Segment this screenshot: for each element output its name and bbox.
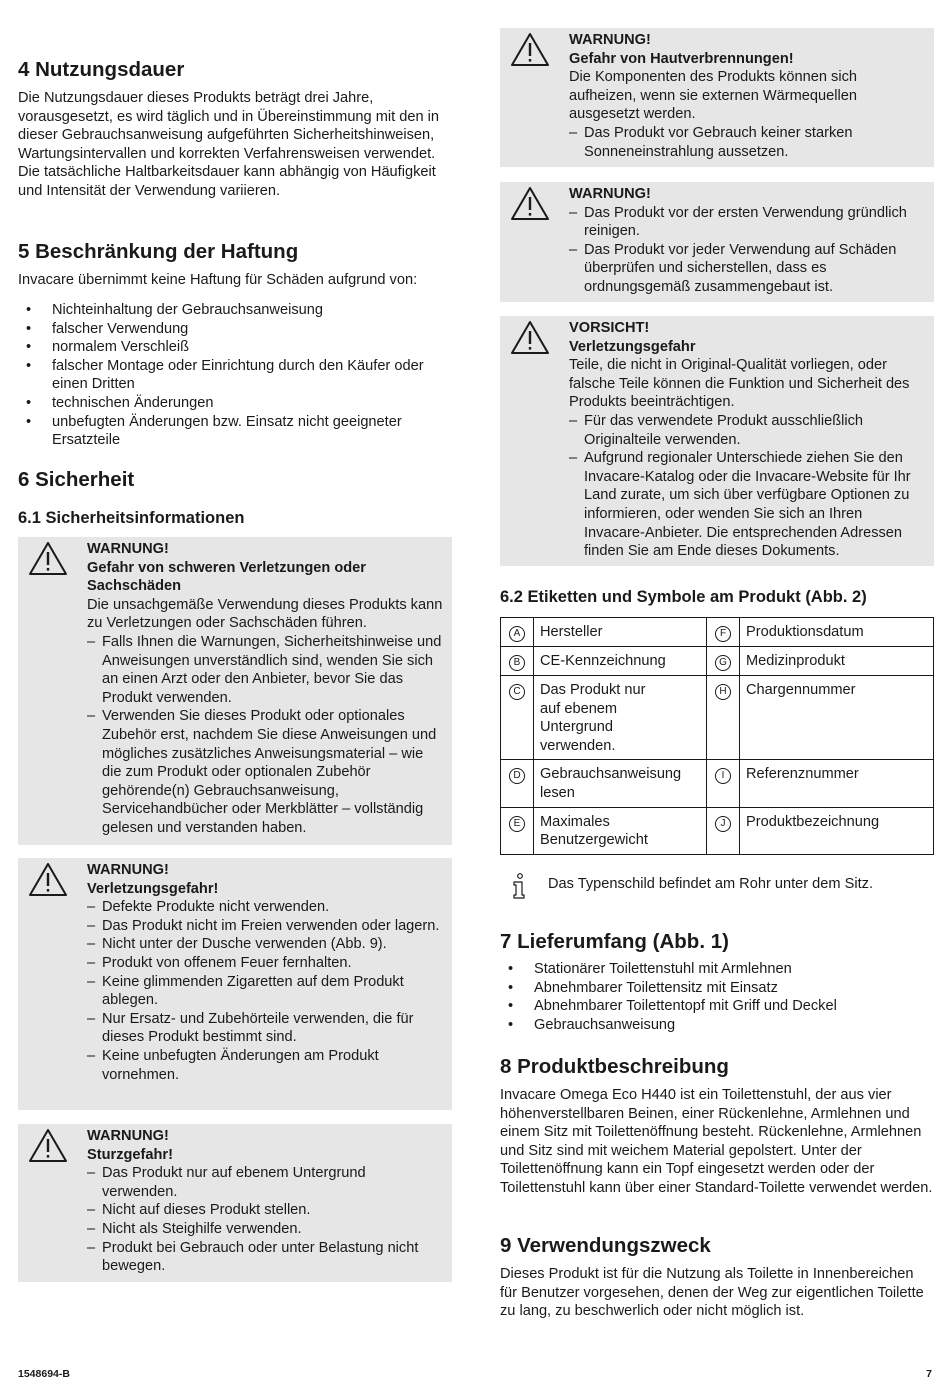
list-item: – Falls Ihnen die Warnungen, Sicherheitshinweise und Anweisungen unverständlich sind, wenden Sie sich an einen Arzt oder den Anbieter, bevor Sie das Produkt verwenden. [87, 633, 444, 707]
warning-text: Die unsachgemäße Verwendung dieses Produkts kann zu Verletzungen oder Sachschäden führen. [87, 596, 443, 632]
warning-triangle-icon [28, 1128, 68, 1164]
list-item: – Nur Ersatz- und Zubehörteile verwenden, die für dieses Produkt bestimmt sind. [87, 1010, 444, 1047]
liability-list [18, 301, 452, 450]
page-number: 7 [926, 1368, 932, 1380]
table-cell: Produktbezeichnung [740, 807, 934, 854]
caution-subtitle: Verletzungsgefahr [569, 338, 696, 355]
list-item: – Nicht unter der Dusche verwenden (Abb. 9). [87, 935, 444, 954]
info-text: Das Typenschild befindet am Rohr unter dem Sitz. [548, 876, 874, 892]
symbol-letter: J [715, 816, 731, 832]
table-cell: Gebrauchsanweisung lesen [534, 760, 707, 807]
table-cell: Chargennummer [740, 676, 934, 760]
warning-list [87, 1164, 444, 1276]
list-item: – Keine unbefugten Änderungen am Produkt vornehmen. [87, 1047, 444, 1084]
warning-label: WARNUNG! [569, 32, 651, 48]
table-cell: Produktionsdatum [740, 618, 934, 647]
warning-subtitle: Sturzgefahr! [87, 1146, 173, 1163]
warning-label: WARNUNG! [569, 186, 651, 202]
section-9-text: Dieses Produkt ist für die Nutzung als Toilette in Innenbereichen für Benutzer vorgesehen, denen der Weg zur eigentlichen Toilette zu lang, zu beschwerlich oder nicht möglich ist. [500, 1266, 924, 1320]
warning-box-cleaning [500, 182, 934, 302]
warning-list [569, 204, 926, 297]
warning-label: WARNUNG! [87, 862, 169, 878]
section-5-title: 5 Beschränkung der Haftung [18, 240, 299, 263]
table-row [501, 807, 934, 854]
list-item: • Gebrauchsanweisung [500, 1016, 934, 1035]
list-item: – Das Produkt vor der ersten Verwendung gründlich reinigen. [569, 204, 926, 241]
symbol-letter: D [509, 768, 525, 784]
list-item: • falscher Montage oder Einrichtung durch den Käufer oder einen Dritten [18, 357, 452, 394]
list-item: – Für das verwendete Produkt ausschließlich Originalteile verwenden. [569, 412, 926, 449]
symbol-letter: G [715, 655, 731, 671]
warning-list [569, 124, 926, 161]
section-7-title: 7 Lieferumfang (Abb. 1) [500, 930, 729, 953]
warning-list [87, 633, 444, 838]
symbols-table [500, 617, 934, 855]
list-item: – Nicht als Steighilfe verwenden. [87, 1220, 444, 1239]
caution-label: VORSICHT! [569, 320, 650, 336]
table-row [501, 647, 934, 676]
list-item: – Das Produkt vor jeder Verwendung auf Schäden überprüfen und sicherstellen, dass es ordnungsgemäß zusammengebaut ist. [569, 241, 926, 297]
symbol-letter: H [715, 684, 731, 700]
list-item: • falscher Verwendung [18, 320, 452, 339]
warning-triangle-icon [510, 186, 550, 222]
list-item: • Abnehmbarer Toilettentopf mit Griff und Deckel [500, 997, 934, 1016]
list-item: – Das Produkt vor Gebrauch keiner starken Sonneneinstrahlung aussetzen. [569, 124, 926, 161]
section-8-text: Invacare Omega Eco H440 ist ein Toilettenstuhl, der aus vier höhenverstellbaren Beinen, einer Rückenlehne, Armlehnen und einem Sitz mit Toilettenöffnung besteht. Rückenlehne, Armlehnen und Sitz sind mit weichem Material gepolstert. Unter der Toilettenöffnung kann ein Topf eingesetzt werden oder der Toilettenstuhl kann über einer Standard-Toilette verwendet werden. [500, 1087, 933, 1196]
warning-box-serious-injury [18, 537, 452, 845]
table-cell: Hersteller [534, 618, 707, 647]
warning-triangle-icon [510, 32, 550, 68]
table-row [501, 760, 934, 807]
warning-label: WARNUNG! [87, 1128, 169, 1144]
table-cell: Maximales Benutzergewicht [534, 807, 707, 854]
list-item: – Keine glimmenden Zigaretten auf dem Produkt ablegen. [87, 973, 444, 1010]
list-item: • normalem Verschleiß [18, 338, 452, 357]
info-note [500, 873, 934, 903]
warning-label: WARNUNG! [87, 541, 169, 557]
section-4-title: 4 Nutzungsdauer [18, 58, 185, 81]
list-item: • unbefugten Änderungen bzw. Einsatz nicht geeigneter Ersatzteile [18, 413, 452, 450]
warning-list [87, 898, 444, 1084]
list-item: – Produkt von offenem Feuer fernhalten. [87, 954, 444, 973]
warning-box-fall-risk [18, 1124, 452, 1282]
list-item: – Das Produkt nur auf ebenem Untergrund verwenden. [87, 1164, 444, 1201]
symbol-letter: C [509, 684, 525, 700]
section-4-text: Die Nutzungsdauer dieses Produkts beträgt drei Jahre, vorausgesetzt, es wird täglich und in Übereinstimmung mit den in dieser Gebrauchsanweisung aufgeführten Sicherheitshinweisen, Wartungsintervallen und korrekten Verfahrensweisen verwendet. Die tatsächliche Haltbarkeitsdauer kann abhängig von Häufigkeit und Intensität der Verwendung variieren. [18, 90, 439, 199]
list-item: • Abnehmbarer Toilettensitz mit Einsatz [500, 979, 934, 998]
delivery-list [500, 960, 934, 1034]
section-6-1-title: 6.1 Sicherheitsinformationen [18, 509, 245, 527]
symbol-letter: I [715, 768, 731, 784]
info-icon [512, 873, 526, 899]
warning-box-injury-risk [18, 858, 452, 1110]
table-cell: Das Produkt nur auf ebenem Untergrund verwenden. [534, 676, 707, 760]
list-item: – Produkt bei Gebrauch oder unter Belastung nicht bewegen. [87, 1239, 444, 1276]
section-6-2-title: 6.2 Etiketten und Symbole am Produkt (Abb. 2) [500, 588, 867, 606]
section-5-intro: Invacare übernimmt keine Haftung für Schäden aufgrund von: [18, 272, 418, 288]
warning-triangle-icon [510, 320, 550, 356]
caution-text: Teile, die nicht in Original-Qualität vorliegen, oder falsche Teile können die Funktion und Sicherheit des Produkts beeinträchtigen. [569, 357, 910, 411]
list-item: • Stationärer Toilettenstuhl mit Armlehnen [500, 960, 934, 979]
caution-box-original-parts [500, 316, 934, 566]
section-9-title: 9 Verwendungszweck [500, 1234, 711, 1257]
warning-subtitle: Gefahr von schweren Verletzungen oder Sachschäden [87, 559, 366, 595]
caution-list [569, 412, 926, 561]
warning-text: Die Komponenten des Produkts können sich aufheizen, wenn sie externen Wärmequellen ausgesetzt werden. [569, 69, 857, 123]
document-id: 1548694-B [18, 1368, 70, 1380]
list-item: – Verwenden Sie dieses Produkt oder optionales Zubehör erst, nachdem Sie diese Anweisungen und mögliches zusätzliches Anweisungsmaterial – wie die zum Produkt oder optionalen Zubehör gehörende(n) Gebrauchsanweisung, Servicehandbücher oder Merkblätter – vollständig gelesen und verstanden haben. [87, 707, 444, 837]
list-item: – Defekte Produkte nicht verwenden. [87, 898, 444, 917]
warning-box-skin-burns [500, 28, 934, 167]
warning-subtitle: Verletzungsgefahr! [87, 880, 219, 897]
table-cell: Referenznummer [740, 760, 934, 807]
symbol-letter: E [509, 816, 525, 832]
table-row [501, 618, 934, 647]
warning-triangle-icon [28, 541, 68, 577]
table-cell: Medizinprodukt [740, 647, 934, 676]
table-cell: CE-Kennzeichnung [534, 647, 707, 676]
list-item: – Das Produkt nicht im Freien verwenden oder lagern. [87, 917, 444, 936]
list-item: • Nichteinhaltung der Gebrauchsanweisung [18, 301, 452, 320]
list-item: – Nicht auf dieses Produkt stellen. [87, 1201, 444, 1220]
warning-subtitle: Gefahr von Hautverbrennungen! [569, 50, 794, 67]
symbol-letter: B [509, 655, 525, 671]
section-8-title: 8 Produktbeschreibung [500, 1055, 729, 1078]
symbol-letter: F [715, 626, 731, 642]
section-6-title: 6 Sicherheit [18, 468, 135, 491]
symbol-letter: A [509, 626, 525, 642]
list-item: • technischen Änderungen [18, 394, 452, 413]
table-row [501, 676, 934, 760]
warning-triangle-icon [28, 862, 68, 898]
list-item: – Aufgrund regionaler Unterschiede ziehen Sie den Invacare-Katalog oder die Invacare-Website für Ihr Land zurate, um sich über verfügbare Optionen zu informieren, oder wenden Sie sich an Ihren Invacare-Anbieter. Die entsprechenden Adressen finden Sie am Ende dieses Dokuments. [569, 449, 926, 561]
